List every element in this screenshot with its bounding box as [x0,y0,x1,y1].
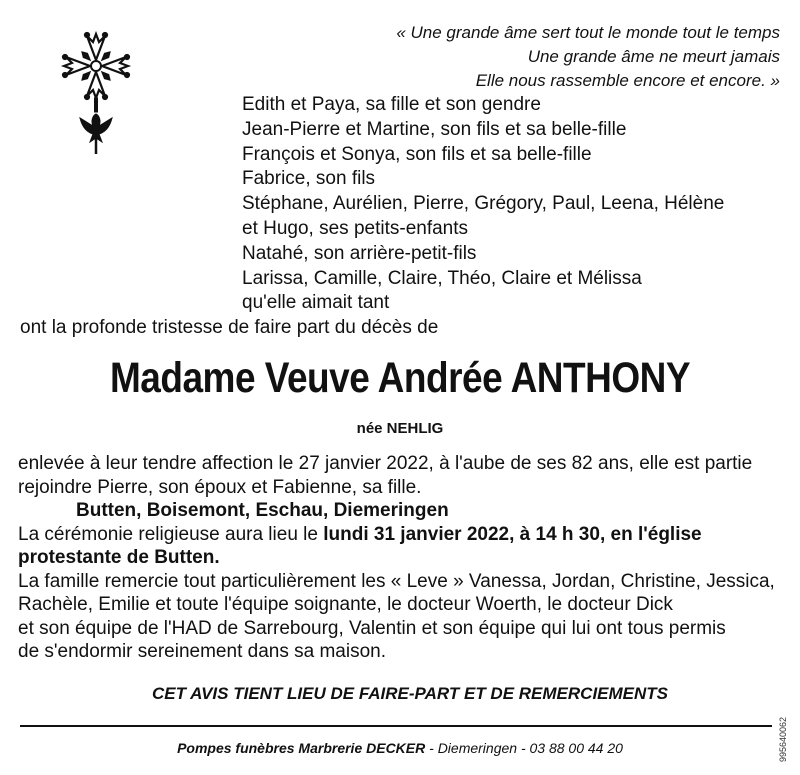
ceremony-datetime: lundi 31 janvier 2022, à 14 h 30, en l'église [323,523,702,545]
ceremony-line [18,523,793,547]
funeral-home-contact: - Diemeringen - 03 88 00 44 20 [425,740,623,756]
family-line: Stéphane, Aurélien, Pierre, Grégory, Paul, Leena, Hélène [242,193,725,215]
deceased-name: Madame Veuve Andrée ANTHONY [109,353,691,401]
quote-line: Une grande âme ne meurt jamais [527,47,780,66]
family-line: François et Sonya, son fils et sa belle-fille [242,143,592,165]
family-line: et Hugo, ses petits-enfants [242,217,469,239]
huguenot-cross-icon [46,18,146,168]
family-line: Edith et Paya, sa fille et son gendre [242,94,541,115]
reference-number: 995640062 [778,716,788,762]
thanks-line: La famille remercie tout particulièrement les « Leve » Vanessa, Jordan, Christine, Jessica, [18,570,775,592]
family-line: qu'elle aimait tant [242,292,390,314]
thanks-line: Rachèle, Emilie et toute l'équipe soignante, le docteur Woerth, le docteur Dick [18,594,673,615]
ceremony-location: protestante de Butten. [18,547,220,568]
quote-line: « Une grande âme sert tout le monde tout le temps [396,23,780,42]
family-line: Natahé, son arrière-petit-fils [242,242,477,264]
thanks-line: de s'endormir sereinement dans sa maison. [18,641,386,662]
body-line: enlevée à leur tendre affection le 27 janvier 2022, à l'aube de ses 82 ans, elle est partie [18,453,753,474]
body-line: rejoindre Pierre, son époux et Fabienne, sa fille. [18,476,422,498]
announcement-intro: ont la profonde tristesse de faire part du décès de [20,317,439,338]
notice-statement: CET AVIS TIENT LIEU DE FAIRE-PART ET DE REMERCIEMENTS [151,684,669,703]
obituary-body [18,452,793,664]
maiden-name: née NEHLIG [356,420,444,437]
places-list: Butten, Boisemont, Eschau, Diemeringen [76,500,449,521]
family-line: Jean-Pierre et Martine, son fils et sa belle-fille [242,118,627,140]
funeral-home-name: Pompes funèbres Marbrerie DECKER [177,740,426,756]
quote-line: Elle nous rassemble encore et encore. » [475,71,780,90]
ceremony-text: La cérémonie religieuse aura lieu le [18,523,324,545]
funeral-home-footer [0,740,800,756]
family-list [242,93,724,316]
epigraph-quote [396,21,780,93]
divider [20,725,772,727]
family-line: Larissa, Camille, Claire, Théo, Claire et Mélissa [242,267,642,289]
thanks-line: et son équipe de l'HAD de Sarrebourg, Valentin et son équipe qui lui ont tous permis [18,617,726,639]
family-line: Fabrice, son fils [242,168,376,190]
